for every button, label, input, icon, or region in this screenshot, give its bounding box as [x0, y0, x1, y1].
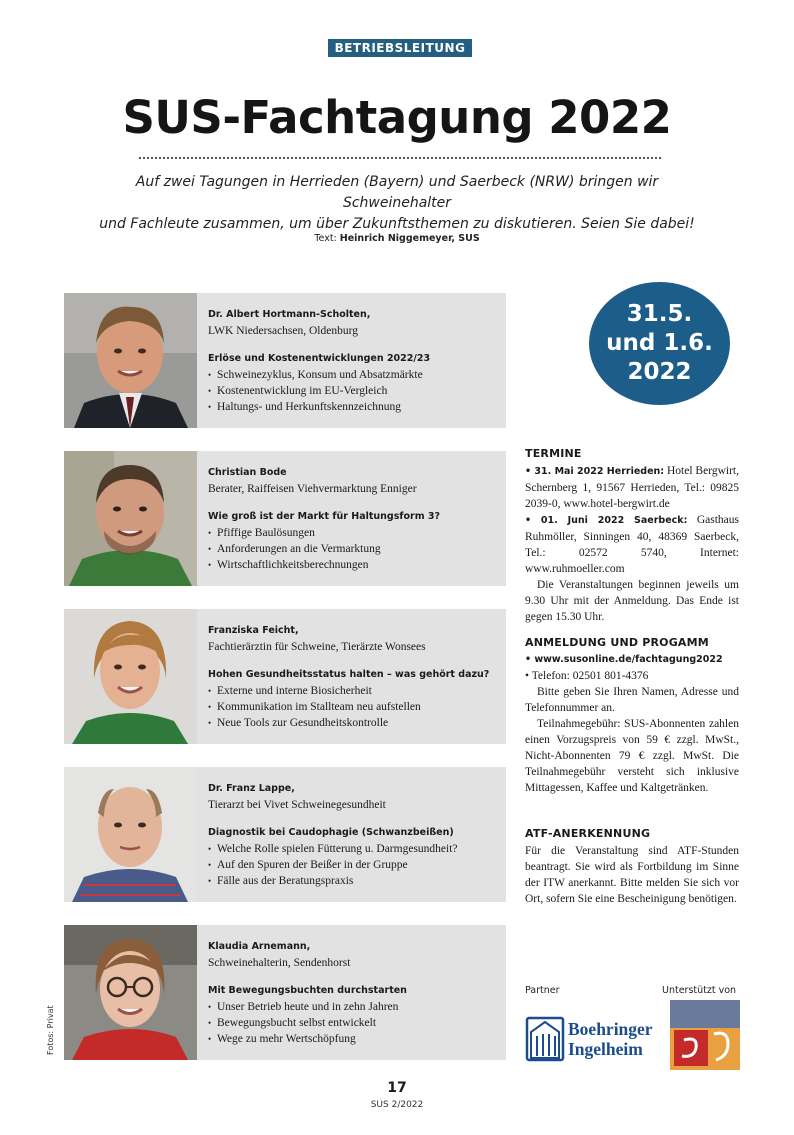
bullet-item: • Wirtschaftlichkeitsberechnungen [208, 557, 500, 573]
speaker-photo-1 [64, 293, 197, 428]
date-line-3: 2022 [627, 359, 692, 385]
speaker-name: Franziska Feicht, [208, 625, 299, 636]
date-line-1: 31.5. [626, 301, 693, 327]
termine-item-1-label: • 31. Mai 2022 Herrieden: [525, 466, 665, 477]
speaker-name: Klaudia Arnemann, [208, 941, 311, 952]
photo-credit: Fotos: Privat [46, 1005, 55, 1055]
termine-item-2 [525, 512, 739, 577]
bullet-item: • Anforderungen an die Vermarktung [208, 541, 500, 557]
speaker-info-5 [208, 939, 500, 1047]
speaker-topic: Wie groß ist der Markt für Haltungsform 3? [208, 511, 441, 522]
lede-line-2: und Fachleute zusammen, um über Zukunftsthemen zu diskutieren. Seien Sie dabei! [99, 216, 695, 232]
date-badge [589, 282, 730, 405]
byline [0, 233, 794, 244]
anmeldung-web[interactable]: • www.susonline.de/fachtagung2022 [525, 654, 723, 665]
speaker-name: Christian Bode [208, 467, 287, 478]
topic-bullets [208, 999, 500, 1047]
page-number: 17 [387, 1080, 407, 1096]
speaker-info-1 [208, 307, 500, 415]
bullet-item: • Auf den Spuren der Beißer in der Gruppe [208, 857, 500, 873]
anmeldung-phone: • Telefon: 02501 801-4376 [525, 670, 649, 682]
bullet-item: • Schweinezyklus, Konsum und Absatzmärkte [208, 367, 500, 383]
speaker-topic: Diagnostik bei Caudophagie (Schwanzbeißen) [208, 827, 454, 838]
boehringer-line-1: Boehringer [568, 1019, 653, 1039]
speaker-photo-3 [64, 609, 197, 744]
speaker-info-4 [208, 781, 500, 889]
bullet-item: • Haltungs- und Herkunftskennzeichnung [208, 399, 500, 415]
speaker-topic: Hohen Gesundheitsstatus halten – was gehört dazu? [208, 669, 490, 680]
speaker-role: Berater, Raiffeisen Viehvermarktung Enniger [208, 483, 417, 495]
bullet-item: • Externe und interne Biosicherheit [208, 683, 500, 699]
issue-label: SUS 2/2022 [370, 1100, 424, 1110]
speaker-info-2 [208, 465, 500, 573]
bullet-item: • Pfiffige Baulösungen [208, 525, 500, 541]
speaker-card-3 [64, 609, 506, 744]
atf-section [525, 826, 739, 907]
date-line-2: und 1.6. [606, 330, 713, 356]
termine-item-2-text: Gasthaus Ruhmöller, Sinningen 40, 48369 Saerbeck, Tel.: 02572 5740, Internet: www.ruhmoeller.com [525, 514, 739, 575]
termine-heading: TERMINE [525, 447, 582, 460]
boehringer-line-2: Ingelheim [568, 1039, 643, 1059]
bullet-item: • Neue Tools zur Gesundheitskontrolle [208, 715, 500, 731]
page-title: SUS-Fachtagung 2022 [122, 91, 672, 144]
anmeldung-section [525, 635, 739, 796]
atf-heading: ATF-ANERKENNUNG [525, 827, 651, 840]
speaker-card-4 [64, 767, 506, 902]
speaker-role: Schweinehalterin, Sendenhorst [208, 957, 351, 969]
boehringer-wordmark [568, 1019, 653, 1059]
speaker-card-1 [64, 293, 506, 428]
bullet-item: • Kostenentwicklung im EU-Vergleich [208, 383, 500, 399]
termine-note: Die Veranstaltungen beginnen jeweils um 9.30 Uhr mit der Anmeldung. Das Ende ist gegen 15.30 Uhr. [525, 579, 739, 623]
partner-label: Partner [525, 985, 560, 996]
speaker-role: Fachtierärztin für Schweine, Tierärzte Wonsees [208, 641, 426, 653]
anmeldung-note-1: Bitte geben Sie Ihren Namen, Adresse und Telefonnummer an. [525, 686, 739, 714]
topic-bullets [208, 367, 500, 415]
speaker-card-2 [64, 451, 506, 586]
anmeldung-heading: ANMELDUNG UND PROGAMM [525, 636, 709, 649]
speaker-topic: Mit Bewegungsbuchten durchstarten [208, 985, 407, 996]
speaker-photo-2 [64, 451, 197, 586]
speaker-role: LWK Niedersachsen, Oldenburg [208, 325, 358, 337]
termine-section [525, 446, 739, 625]
speaker-name: Dr. Franz Lappe, [208, 783, 295, 794]
anmeldung-note-2: Teilnahmegebühr: SUS-Abonnenten zahlen einen Vorzugspreis von 59 € zzgl. MwSt., Nicht-Abonnenten 79 € zzgl. MwSt. Die Teilnahmegebühr versteht sich inklusive Mittagessen, Kaffee und Kaltgetränken. [525, 718, 739, 794]
bullet-item: • Fälle aus der Beratungspraxis [208, 873, 500, 889]
section-tag: BETRIEBSLEITUNG [328, 39, 472, 57]
byline-author: Heinrich Niggemeyer, SUS [339, 233, 480, 244]
bullet-item: • Welche Rolle spielen Fütterung u. Darmgesundheit? [208, 841, 500, 857]
bundesverband-logo-icon [670, 1000, 740, 1070]
speaker-photo-4 [64, 767, 197, 902]
topic-bullets [208, 841, 500, 889]
bullet-item: • Unser Betrieb heute und in zehn Jahren [208, 999, 500, 1015]
termine-item-2-label: • 01. Juni 2022 Saerbeck: [525, 515, 688, 526]
speaker-name: Dr. Albert Hortmann-Scholten, [208, 309, 371, 320]
termine-item-1-text: Hotel Bergwirt, Schernberg 1, 91567 Herrieden, Tel.: 09825 2039-0, www.hotel-bergwirt.de [525, 465, 739, 510]
bullet-item: • Bewegungsbucht selbst entwickelt [208, 1015, 500, 1031]
speaker-info-3 [208, 623, 500, 731]
byline-prefix: Text: [314, 233, 337, 244]
title-divider [139, 157, 661, 159]
topic-bullets [208, 525, 500, 573]
speaker-card-5 [64, 925, 506, 1060]
lede [90, 172, 704, 235]
termine-item-1 [525, 463, 739, 512]
lede-line-1: Auf zwei Tagungen in Herrieden (Bayern) und Saerbeck (NRW) bringen wir Schweinehalter [135, 174, 659, 211]
speaker-photo-5 [64, 925, 197, 1060]
support-label: Unterstützt von [662, 985, 737, 996]
bullet-item: • Wege zu mehr Wertschöpfung [208, 1031, 500, 1047]
bullet-item: • Kommunikation im Stallteam neu aufstellen [208, 699, 500, 715]
speaker-topic: Erlöse und Kostenentwicklungen 2022/23 [208, 353, 431, 364]
atf-text: Für die Veranstaltung sind ATF-Stunden beantragt. Sie wird als Fortbildung im Sinne der ITW anerkannt. Bitte melden Sie sich vor Ort, sofern Sie eine Bescheinigung benötigen. [525, 845, 739, 905]
speaker-role: Tierarzt bei Vivet Schweinegesundheit [208, 799, 386, 811]
topic-bullets [208, 683, 500, 731]
